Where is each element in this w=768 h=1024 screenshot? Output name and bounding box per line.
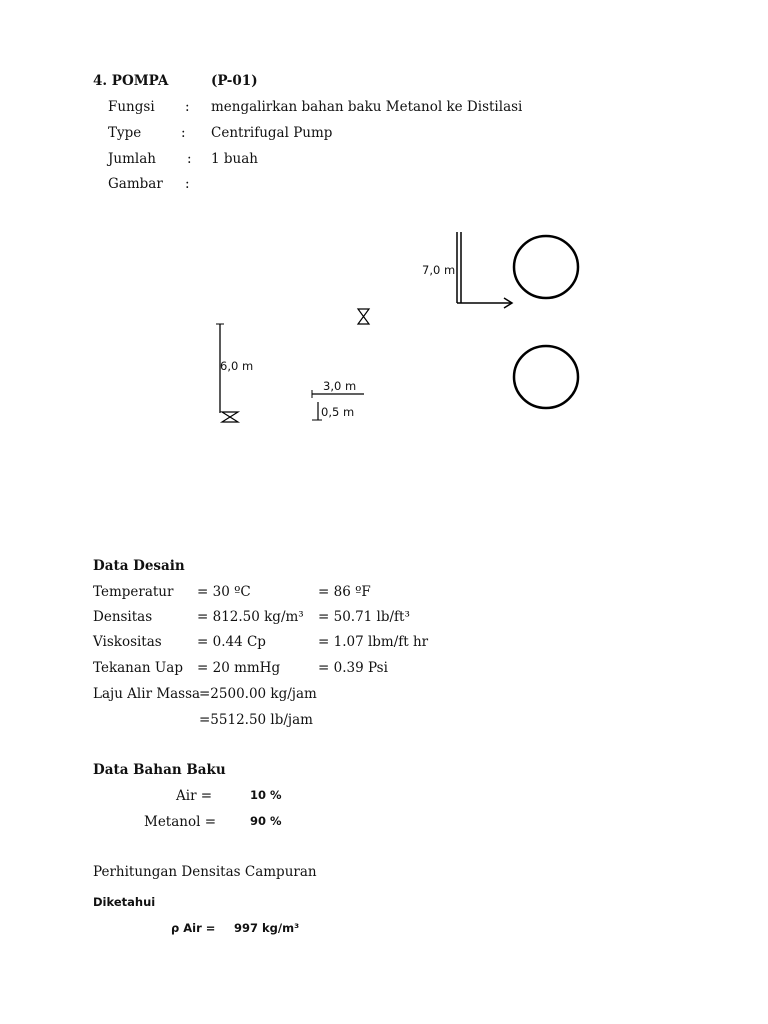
bahan-value-metanol: 90 % bbox=[250, 814, 282, 828]
spec-label-gambar: Gambar bbox=[108, 176, 163, 192]
desain-value-1: =2500.00 kg/jam bbox=[199, 686, 317, 702]
label-05m: 0,5 m bbox=[321, 405, 355, 419]
bahan-label-air: Air = bbox=[176, 788, 213, 804]
diketahui-label: Diketahui bbox=[93, 895, 156, 909]
desain-value-1: =5512.50 lb/jam bbox=[199, 712, 313, 728]
bahan-value-air: 10 % bbox=[250, 788, 282, 802]
spec-sep-fungsi: : bbox=[185, 99, 190, 115]
desain-label: Temperatur bbox=[93, 584, 174, 600]
bahan-label-metanol: Metanol = bbox=[144, 814, 217, 830]
desain-label: Viskositas bbox=[93, 634, 162, 650]
label-7m: 7,0 m bbox=[422, 263, 456, 277]
desain-value-1: = 20 mmHg bbox=[197, 660, 281, 676]
spec-sep-gambar: : bbox=[185, 176, 190, 192]
distillation-tank-circle bbox=[514, 236, 578, 298]
data-desain-title: Data Desain bbox=[93, 558, 185, 574]
desain-value-2: = 0.39 Psi bbox=[318, 660, 388, 676]
desain-value-2: = 1.07 lbm/ft hr bbox=[318, 634, 429, 650]
desain-value-1: = 30 ºC bbox=[197, 584, 251, 600]
rho-air-label: ρ Air = bbox=[171, 921, 216, 935]
spec-value-fungsi: mengalirkan bahan baku Metanol ke Distilasi bbox=[211, 99, 523, 115]
spec-label-jumlah: Jumlah bbox=[108, 151, 156, 167]
valve-icon bbox=[358, 309, 369, 324]
label-6m: 6,0 m bbox=[220, 359, 254, 373]
desain-value-1: = 0.44 Cp bbox=[197, 634, 266, 650]
bahan-baku-title: Data Bahan Baku bbox=[93, 762, 226, 778]
desain-label: Tekanan Uap bbox=[93, 660, 183, 676]
rho-air-value: 997 kg/m³ bbox=[234, 921, 300, 935]
desain-value-2: = 86 ºF bbox=[318, 584, 371, 600]
desain-value-2: = 50.71 lb/ft³ bbox=[318, 609, 410, 625]
storage-tank-circle bbox=[514, 346, 578, 408]
desain-value-1: = 812.50 kg/m³ bbox=[197, 609, 304, 625]
spec-label-type: Type bbox=[108, 125, 142, 141]
bottom-valve-icon bbox=[222, 412, 238, 422]
spec-value-type: Centrifugal Pump bbox=[211, 125, 333, 141]
desain-label: Densitas bbox=[93, 609, 153, 625]
pump-code: (P-01) bbox=[211, 73, 258, 89]
section-number-title: 4. POMPA bbox=[93, 73, 169, 89]
perhitungan-title: Perhitungan Densitas Campuran bbox=[93, 864, 317, 880]
spec-sep-jumlah: : bbox=[187, 151, 192, 167]
label-3m: 3,0 m bbox=[323, 379, 357, 393]
spec-label-fungsi: Fungsi bbox=[108, 99, 155, 115]
spec-value-jumlah: 1 buah bbox=[211, 151, 258, 167]
spec-sep-type: : bbox=[181, 125, 186, 141]
desain-label: Laju Alir Massa bbox=[93, 686, 201, 702]
